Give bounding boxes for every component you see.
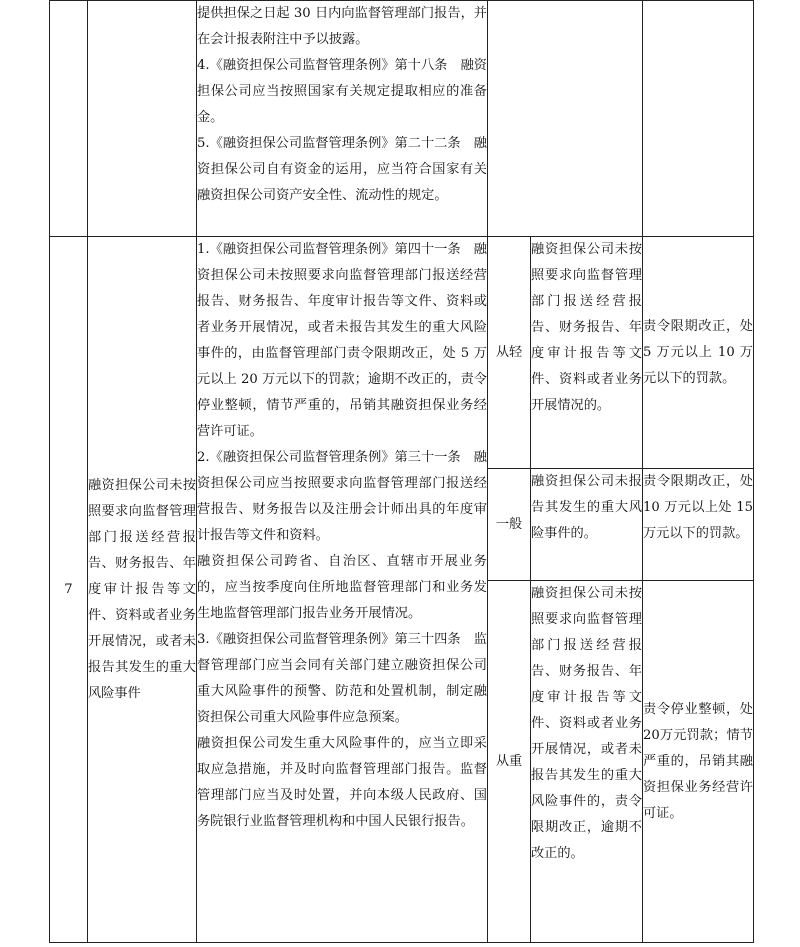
penalty-text: 责令停业整顿，处20万元罚款；情节严重的，吊销其融资担保业务经营许可证。 [643, 701, 753, 821]
basis-paragraph: 提供担保之日起 30 日内向监督管理部门报告，并在会计报表附注中予以披露。 [197, 6, 487, 47]
basis-paragraph: 4.《融资担保公司监督管理条例》第十八条 融资担保公司应当按照国家有关规定提取相应的准备金。 [197, 58, 487, 125]
basis-paragraph: 融资担保公司跨省、自治区、直辖市开展业务的，应当按季度向住所地监督管理部门和业务发生地监督管理部门报告业务开展情况。 [197, 554, 487, 621]
penalty-text: 责令限期改正，处 5 万元以上 10 万元以下的罚款。 [643, 318, 753, 386]
violation-text: 融资担保公司未按照要求向监督管理部门报送经营报告、财务报告、年度审计报告等文件、资料或者业务开展情况，或者未报告其发生的重大风险事件 [88, 477, 196, 701]
penalty-text: 责令限期改正，处 10 万元以上处 15 万元以下的罚款。 [643, 474, 753, 541]
cell-row-number: 7 [50, 237, 88, 943]
cell-level: 一般 [488, 469, 531, 581]
basis-paragraph: 3.《融资担保公司监督管理条例》第三十四条 监督管理部门应当会同有关部门建立融资担保公司重大风险事件的预警、防范和处置机制，制定融资担保公司重大风险事件应急预案。 [197, 632, 487, 725]
situation-text: 融资担保公司未按照要求向监督管理部门报送经营报告、财务报告、年度审计报告等文件、资料或者业务开展情况，或者未报告其发生的重大风险事件的，责令限期改正，逾期不改正的。 [531, 586, 642, 861]
cell-penalty [643, 469, 754, 581]
cell-situation [531, 581, 643, 943]
cell-situation-empty [488, 1, 643, 237]
basis-paragraph: 2.《融资担保公司监督管理条例》第三十一条 融资担保公司应当按照要求向监督管理部门报送经营报告、财务报告以及注册会计师出具的年度审计报告等文件和资料。 [197, 450, 487, 543]
cell-level: 从轻 [488, 237, 531, 469]
cell-situation [531, 469, 643, 581]
penalty-table [49, 0, 754, 943]
cell-penalty-empty [643, 1, 754, 237]
basis-paragraph: 1.《融资担保公司监督管理条例》第四十一条 融资担保公司未按照要求向监督管理部门报送经营报告、财务报告、年度审计报告等文件、资料或者业务开展情况，或者未报告其发生的重大风险事件的，由监督管理部门责令限期改正，处 5 万元以上 20 万元以下的罚款；逾期不改正的，责令停业整顿，情节严重的，吊销其融资担保业务经营许可证。 [197, 242, 487, 439]
cell-legal-basis [197, 237, 488, 943]
cell-no-empty [50, 1, 88, 237]
cell-level: 从重 [488, 581, 531, 943]
basis-paragraph: 融资担保公司发生重大风险事件的，应当立即采取应急措施，并及时向监督管理部门报告。监督管理部门应当及时处置，并向本级人民政府、国务院银行业监督管理机构和中国人民银行报告。 [197, 736, 487, 829]
cell-legal-basis [197, 1, 488, 237]
cell-penalty [643, 237, 754, 469]
situation-text: 融资担保公司未报告其发生的重大风险事件的。 [531, 474, 642, 541]
situation-text: 融资担保公司未按照要求向监督管理部门报送经营报告、财务报告、年度审计报告等文件、资料或者业务开展情况的。 [531, 242, 642, 413]
cell-violation-empty [88, 1, 197, 237]
cell-situation [531, 237, 643, 469]
table-row-continued [50, 1, 754, 237]
cell-violation [88, 237, 197, 943]
cell-penalty [643, 581, 754, 943]
table-row-7-light [50, 237, 754, 469]
basis-paragraph: 5.《融资担保公司监督管理条例》第二十二条 融资担保公司自有资金的运用，应当符合国家有关融资担保公司资产安全性、流动性的规定。 [197, 136, 487, 203]
